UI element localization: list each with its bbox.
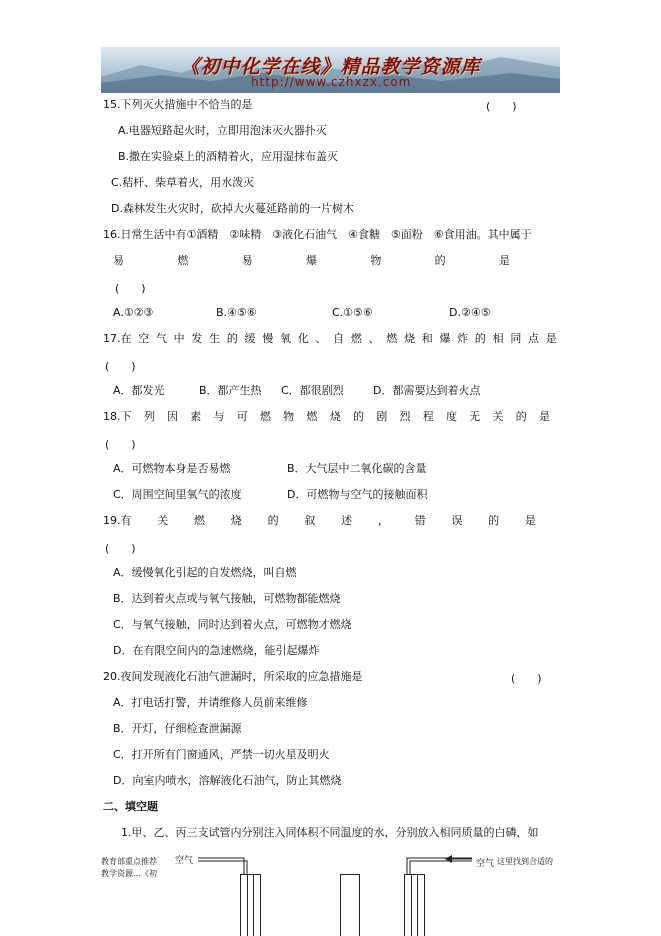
- q17-word: 、: [368, 332, 380, 345]
- banner-title: 《初中化学在线》精品教学资源库: [180, 56, 481, 78]
- q17-stem: [103, 332, 557, 346]
- q17-word: 中: [173, 332, 185, 345]
- q17-word: 、: [315, 332, 327, 345]
- q17-word: 生: [209, 332, 221, 345]
- q20-option-c: C．打开所有门窗通风，严禁一切火星及明火: [113, 748, 330, 761]
- q16-word: 的: [434, 254, 446, 267]
- q19-word: 述: [341, 514, 353, 527]
- test-tube-a: [240, 874, 261, 936]
- q17-word: 烧: [404, 332, 415, 345]
- q17-word: 爆: [439, 332, 451, 345]
- q16-word: 爆: [305, 254, 317, 267]
- q19-word: 19.有: [103, 514, 132, 527]
- q18-word: 烈: [399, 410, 411, 423]
- q19-word: 的: [267, 514, 279, 527]
- q18-option-d: D．可燃物与空气的接触面积: [287, 488, 428, 501]
- q17-word: 空: [138, 332, 150, 345]
- q15-answer-paren[interactable]: ( ): [486, 100, 517, 113]
- q17-word: 燃: [386, 332, 398, 345]
- figure-right-note: 这里找到合适的: [497, 857, 553, 866]
- q18-word: 18.下: [103, 410, 132, 423]
- q15-option-c: C.秸杆、柴草着火，用水泼灭: [111, 176, 255, 189]
- q17-word: 化: [297, 332, 309, 345]
- q17-option-a: A．都发光: [113, 384, 165, 397]
- q15-option-b: B.撒在实验桌上的酒精着火，应用湿抹布盖灭: [118, 150, 339, 163]
- test-tube-c: [404, 874, 425, 936]
- q17-word: 同: [510, 332, 522, 345]
- q19-option-c: C．与氧气接触，同时达到着火点，可燃物才燃烧: [113, 618, 352, 631]
- q17-word: 点: [528, 332, 540, 345]
- q20-answer-paren[interactable]: ( ): [511, 672, 542, 685]
- q17-word: 相: [492, 332, 504, 345]
- q16-option-c: C.①⑤⑥: [332, 306, 373, 319]
- q18-stem: [103, 410, 550, 424]
- q18-word: 关: [492, 410, 504, 423]
- q18-word: 度: [446, 410, 457, 423]
- q15-option-d: D.森林发生火灾时，砍掉大火蔓延路前的一片树木: [111, 202, 354, 215]
- q16-answer-paren[interactable]: ( ): [115, 282, 146, 295]
- q18-word: 与: [213, 410, 225, 423]
- q16-word: 是: [498, 254, 510, 267]
- q18-word: 的: [515, 410, 527, 423]
- q17-word: 和: [421, 332, 433, 345]
- q19-word: 误: [451, 514, 463, 527]
- q15-stem: 15.下列灭火措施中不恰当的是: [103, 98, 253, 111]
- q19-word: 烧: [230, 514, 242, 527]
- q20-option-a: A．打电话打警，并请维修人员前来维修: [113, 696, 308, 709]
- q16-word: 物: [370, 254, 382, 267]
- q18-option-a: A．可燃物本身是否易燃: [113, 462, 231, 475]
- q18-word: 烧: [329, 410, 341, 423]
- q18-word: 程: [422, 410, 434, 423]
- q17-word: 燃: [350, 332, 362, 345]
- q17-word: 气: [155, 332, 167, 345]
- q20-option-b: B．开灯，仔细检查泄漏源: [113, 722, 242, 735]
- q19-option-d: D．在有限空间内的急速燃烧，能引起爆炸: [113, 644, 320, 657]
- q19-word: 关: [157, 514, 169, 527]
- q21-stem: 1.甲、乙、丙三支试管内分别注入同体积不同温度的水，分别放入相同质量的白磷，如: [121, 826, 539, 839]
- section-heading-fill-blank: 二、填空题: [103, 800, 158, 813]
- q17-word: 缓: [244, 332, 256, 345]
- q16-option-a: A.①②③: [113, 306, 154, 319]
- q16-stem-continued: [113, 254, 510, 268]
- q17-word: 发: [191, 332, 203, 345]
- q17-word: 的: [474, 332, 486, 345]
- q16-word: 易: [113, 254, 124, 267]
- q16-word: 燃: [177, 254, 189, 267]
- q19-word: 叙: [304, 514, 316, 527]
- q18-word: 剧: [376, 410, 388, 423]
- q18-word: 是: [539, 410, 550, 423]
- q18-word: 物: [283, 410, 295, 423]
- q19-word: ，: [377, 514, 389, 527]
- q18-word: 列: [143, 410, 155, 423]
- q19-word: 错: [414, 514, 426, 527]
- q17-option-b: B．都产生热: [199, 384, 262, 397]
- figure-air-label-right: 空气: [476, 859, 495, 869]
- arrow-left-icon: [444, 852, 474, 866]
- q17-word: 慢: [262, 332, 274, 345]
- q17-word: 17.在: [103, 332, 132, 345]
- q17-answer-paren[interactable]: ( ): [105, 360, 136, 373]
- header-banner: [101, 47, 560, 93]
- q18-word: 燃: [306, 410, 318, 423]
- q18-word: 无: [469, 410, 481, 423]
- q18-word: 可: [236, 410, 248, 423]
- q17-word: 是: [545, 332, 557, 345]
- q18-option-b: B．大气层中二氧化碳的含量: [287, 462, 427, 475]
- q15-option-a: A.电器短路起火时，立即用泡沫灭火器扑灭: [118, 124, 327, 137]
- q19-answer-paren[interactable]: ( ): [105, 542, 136, 555]
- q19-word: 燃: [194, 514, 206, 527]
- q17-option-d: D．都需要达到着火点: [373, 384, 481, 397]
- q16-stem: 16.日常生活中有①酒精 ②味精 ③液化石油气 ④食糖 ⑤面粉 ⑥食用油。其中属于: [103, 228, 532, 241]
- q18-word: 素: [190, 410, 202, 423]
- banner-url[interactable]: http://www.czhxzx.com: [251, 75, 412, 89]
- q18-word: 的: [353, 410, 364, 423]
- q18-word: 因: [167, 410, 178, 423]
- q17-option-c: C．都很剧烈: [281, 384, 344, 397]
- figure-left-note-1: 教育部重点推荐: [101, 857, 157, 866]
- q18-answer-paren[interactable]: ( ): [105, 438, 136, 451]
- q18-option-c: C．周围空间里氧气的浓度: [113, 488, 242, 501]
- q16-option-d: D.②④⑤: [449, 306, 491, 319]
- q20-stem: 20.夜间发现液化石油气泄漏时，所采取的应急措施是: [103, 670, 363, 683]
- q16-option-b: B.④⑤⑥: [216, 306, 257, 319]
- q19-option-a: A．缓慢氧化引起的自发燃烧，叫自燃: [113, 566, 297, 579]
- q17-word: 自: [333, 332, 345, 345]
- q19-word: 是: [524, 514, 536, 527]
- q17-word: 炸: [457, 332, 469, 345]
- q18-word: 燃: [260, 410, 271, 423]
- q19-stem: [103, 514, 536, 528]
- figure-left-note-2: 教学资源…《初: [101, 869, 157, 878]
- test-tube-b: [340, 874, 360, 936]
- q20-option-d: D．向室内喷水，溶解液化石油气，防止其燃烧: [113, 774, 342, 787]
- figure-air-label-left: 空气: [175, 856, 194, 866]
- q17-word: 氧: [279, 332, 291, 345]
- q19-word: 的: [488, 514, 500, 527]
- q19-option-b: B．达到着火点或与氧气接触，可燃物都能燃烧: [113, 592, 341, 605]
- q17-word: 的: [226, 332, 238, 345]
- q16-word: 易: [241, 254, 253, 267]
